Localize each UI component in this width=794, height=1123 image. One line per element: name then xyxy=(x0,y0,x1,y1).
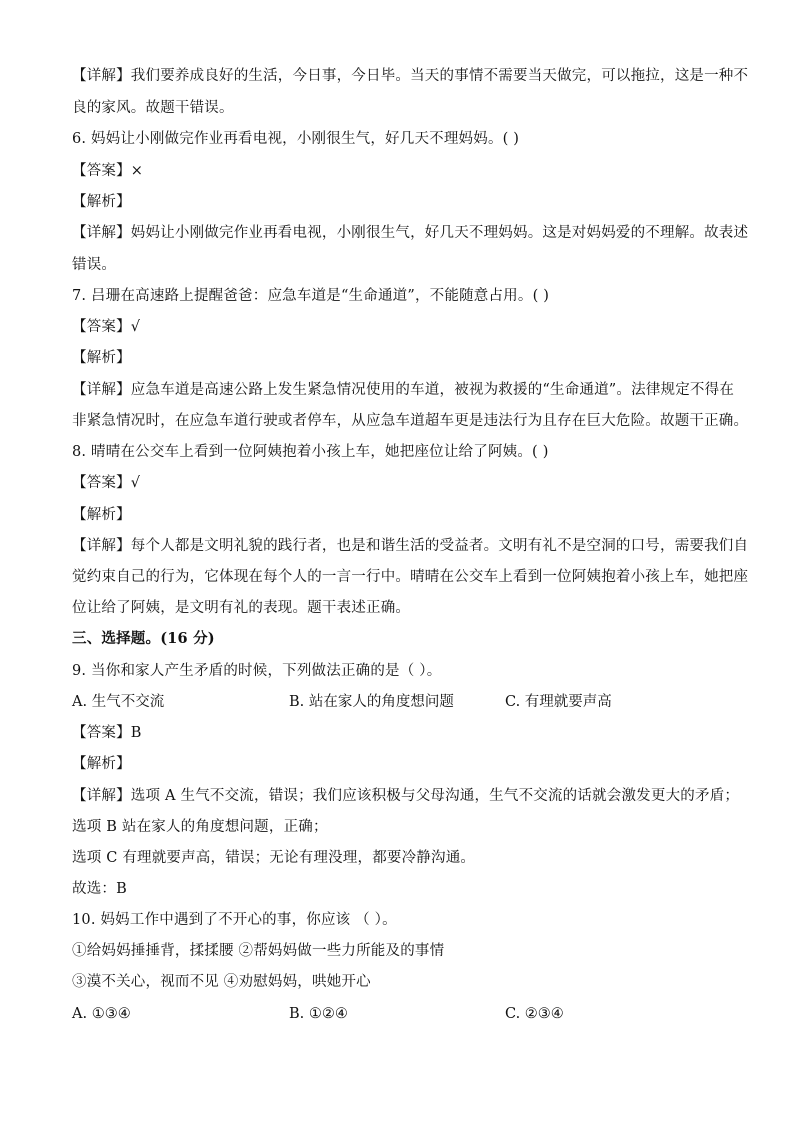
q5-explanation-line2: 良的家风。故题干错误。 xyxy=(72,100,234,116)
question-7: 7. 吕珊在高速路上提醒爸爸：应急车道是“生命通道”，不能随意占用。( ) xyxy=(72,288,550,304)
q8-explanation-line3: 位让给了阿姨，是文明有礼的表现。题干表述正确。 xyxy=(72,600,411,616)
question-9: 9. 当你和家人产生矛盾的时候，下列做法正确的是（ ）。 xyxy=(72,663,442,679)
q10-option-b: B. ①②④ xyxy=(289,1006,348,1022)
q9-option-c: C. 有理就要声高 xyxy=(505,694,612,710)
question-10: 10. 妈妈工作中遇到了不开心的事，你应该 （ ）。 xyxy=(72,912,397,928)
q5-explanation-line1: 【详解】我们要养成良好的生活，今日事，今日毕。当天的事情不需要当天做完，可以拖拉，这是一种不 xyxy=(72,68,749,84)
q9-explanation-line3: 选项 C 有理就要声高，错误；无论有理没理，都要冷静沟通。 xyxy=(72,850,476,866)
q6-explanation-line2: 错误。 xyxy=(72,257,117,273)
q10-statements-3-4: ③漠不关心，视而不见 ④劝慰妈妈，哄她开心 xyxy=(72,974,371,990)
q10-option-c: C. ②③④ xyxy=(505,1006,564,1022)
q6-answer: 【答案】× xyxy=(72,163,144,179)
q8-explanation-line1: 【详解】每个人都是文明礼貌的践行者，也是和谐生活的受益者。文明有礼不是空洞的口号，需要我们自 xyxy=(72,538,749,554)
q8-analysis-label: 【解析】 xyxy=(72,507,131,523)
q9-answer: 【答案】B xyxy=(72,725,142,741)
q9-explanation-line2: 选项 B 站在家人的角度想问题，正确； xyxy=(72,819,328,835)
section-heading-choice: 三、选择题。(16 分) xyxy=(72,630,215,647)
q8-explanation-line2: 觉约束自己的行为，它体现在每个人的一言一行中。晴晴在公交车上看到一位阿姨抱着小孩上车，她把座 xyxy=(72,569,749,585)
q7-analysis-label: 【解析】 xyxy=(72,350,131,366)
q10-option-a: A. ①③④ xyxy=(72,1006,131,1022)
q7-explanation-line2: 非紧急情况时，在应急车道行驶或者停车，从应急车道超车更是违法行为且存在巨大危险。故题干正确。 xyxy=(72,413,749,429)
q7-answer: 【答案】√ xyxy=(72,319,141,335)
q6-explanation-line1: 【详解】妈妈让小刚做完作业再看电视，小刚很生气，好几天不理妈妈。这是对妈妈爱的不理解。故表述 xyxy=(72,225,749,241)
q9-option-a: A. 生气不交流 xyxy=(72,694,165,710)
q9-analysis-label: 【解析】 xyxy=(72,756,131,772)
question-6: 6. 妈妈让小刚做完作业再看电视，小刚很生气，好几天不理妈妈。( ) xyxy=(72,131,520,147)
q8-answer: 【答案】√ xyxy=(72,475,141,491)
question-8: 8. 晴晴在公交车上看到一位阿姨抱着小孩上车，她把座位让给了阿姨。( ) xyxy=(72,444,549,460)
q10-statements-1-2: ①给妈妈捶捶背，揉揉腰 ②帮妈妈做一些力所能及的事情 xyxy=(72,943,445,959)
q9-selection: 故选：B xyxy=(72,881,127,897)
q6-analysis-label: 【解析】 xyxy=(72,194,131,210)
q9-option-b: B. 站在家人的角度想问题 xyxy=(289,694,454,710)
q7-explanation-line1: 【详解】应急车道是高速公路上发生紧急情况使用的车道，被视为救援的“生命通道”。法律规定不得在 xyxy=(72,382,735,398)
q9-explanation-line1: 【详解】选项 A 生气不交流，错误；我们应该积极与父母沟通，生气不交流的话就会激发更大的矛盾； xyxy=(72,788,740,804)
